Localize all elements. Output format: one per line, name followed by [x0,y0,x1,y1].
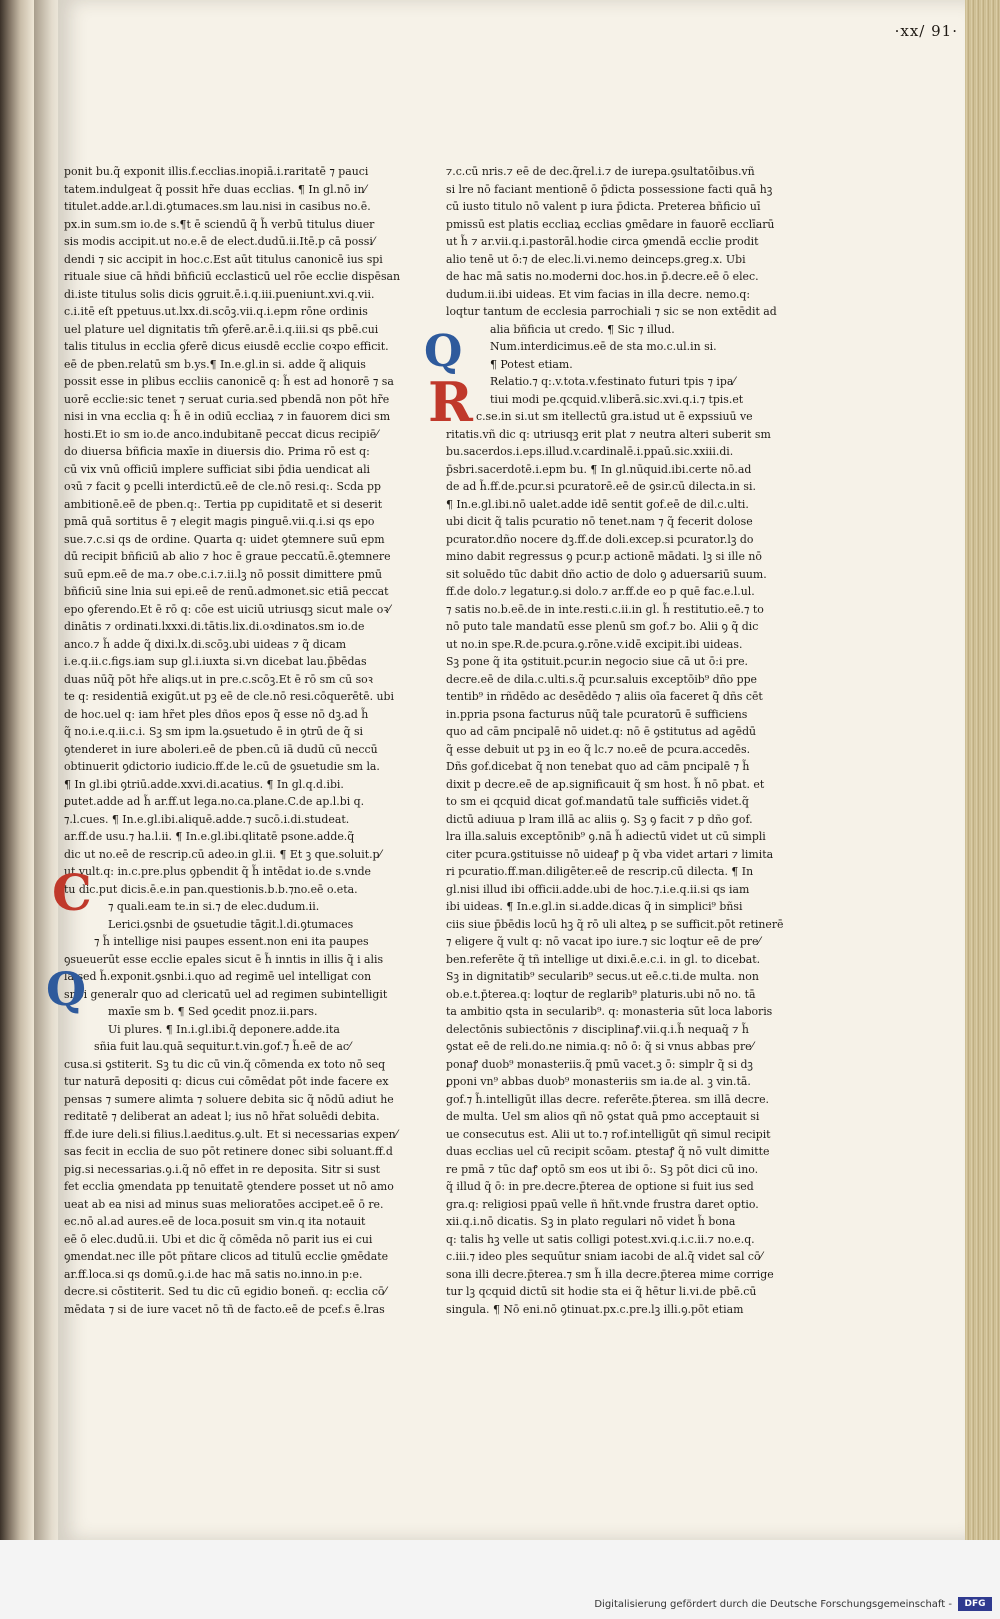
text-line: decre.eē de dila.c.ulti.s.q̃ pcur.saluis exceptōib⁹ dño ppe [446,672,757,686]
text-line: de hac mā satis no.moderni doc.hos.in p̄.decre.eē ō elec. [446,270,759,283]
text-line: to sm ei qcquid dicat gof.mandatū tale sufficiēs videt.q̃ [446,795,749,808]
text-line: ponaꝭ duob⁹ monasteriis.q̃ pmū vacet.ꝫ ō: simplr q̃ si dꝫ [446,1057,754,1071]
text-line: dic ut no.eē de rescrip.cū adeo.in gl.ii. ¶ Et ꝫ que.soluit.p⁄ [64,847,382,861]
text-line: ff.de dolo.⁊ legatur.ꝯ.si dolo.⁊ ar.ff.de eo p quē fac.e.l.ul. [446,585,755,598]
text-line: alia bñficia ut credo. ¶ Sic ⁊ illud. [490,322,675,336]
text-line: pig.si necessarias.ꝯ.i.q̃ nō effet in re deposita. Sitr si sust [64,1162,381,1176]
text-line: ut h̃ ⁊ ar.vii.q.i.pastorāl.hodie circa ꝯmendā ecclie prodit [446,235,759,248]
text-line: sit soluēdo tūc dabit dño actio de dolo ꝯ aduersariū suum. [446,567,767,581]
decorated-initial-r: R [428,370,473,434]
text-line: dendi ⁊ sic accipit in hoc.c.Est aūt titulus canonicē ius spi [64,252,383,266]
text-line: c.iii.⁊ ideo ples sequūtur sniam iacobi de al.q̃ videt sal cō⁄ [446,1250,763,1263]
text-line: delectōnis subiectōnis ⁊ disciplinaꝭ.vii.q.i.h̃ nequaq̃ ⁊ h̃ [446,1022,749,1036]
text-line: talis titulus in ecclia ꝯferē dicus eiusdē ecclie coꝛpo efficit. [64,340,389,353]
text-line: tur lꝫ qcquid dictū sit hodie sta ei q̃ hētur li.vi.de pbē.cū [446,1285,757,1298]
decorated-initial-q: Q [46,962,87,1016]
text-line: re pmā ⁊ tūc daꝭ optō sm eos ut ibi ō:. Sꝫ pōt dici cū ino. [446,1162,759,1176]
text-line: bñficiū sine lnia sui epi.eē de renū.admonet.sic etiā peccat [64,585,389,598]
text-line: cū iusto titulo nō valent p iura p̄dicta. Preterea bñficio uī [446,200,761,213]
text-line: oꝛū ⁊ facit ꝯ pcelli interdictū.eē de cle.nō resi.q:. Scda pp [64,480,381,493]
text-line: ꝯsueuerūt esse ecclie epales sicut ē h̃ inntis in illis q̃ i alis [64,952,384,966]
text-line: cū vix vnū officiū implere sufficiat sibi p̄dia uendicat ali [64,462,371,476]
text-line: ⁊ satis no.b.eē.de in inte.resti.c.ii.in gl. h̃ restitutio.eē.⁊ to [446,602,764,616]
text-line: dixit p decre.eē de ap.significauit q̃ sm host. h̃ nō pbat. et [446,777,765,791]
text-line: eē ō elec.dudū.ii. Ubi et dic q̃ cōmēda nō parit ius ei cui [64,1232,373,1246]
digitization-credit: Digitalisierung gefördert durch die Deutsche Forschungsgemeinschaft - [594,1599,952,1610]
text-line: tiui modi pe.qcquid.v.liberā.sic.xvi.q.i.⁊ tpis.et [490,392,744,406]
text-line: di.iste titulus solis dicis ꝯgruit.ē.i.q.iii.pueniunt.xvi.q.vii. [64,287,375,301]
text-line: maxīe sm b. ¶ Sed ꝯcedit pnoz.ii.pars. [108,1005,318,1018]
text-line: ꝑutet.adde ad h̃ ar.ff.ut lega.no.ca.plane.C.de ap.l.bi q. [64,795,365,808]
text-line: Ui plures. ¶ In.i.gl.ibi.q̃ deponere.adde.ita [108,1022,340,1036]
folio-number: ·xx/ 91· [894,22,958,40]
text-line: q̃ illud q̃ ō: in pre.decre.p̄terea de optione si fuit ius sed [446,1180,754,1193]
text-line: ⁊.l.cues. ¶ In.e.gl.ibi.aliquē.adde.⁊ sucō.i.di.studeat. [64,812,350,826]
text-line: ritatis.vñ dic q: utriusqꝫ erit plat ⁊ neutra alteri suberit sm [446,427,771,441]
text-line: fet ecclia ꝯmendata pp tenuitatē ꝯtendere posset ut nō amo [64,1180,394,1193]
text-line: ⁊ h̃ intellige nisi paupes essent.non eni ita paupes [94,935,369,948]
text-line: ubi dicit q̃ talis pcuratio nō tenet.nam ⁊ q̃ fecerit dolose [446,515,753,528]
text-line: reditatē ⁊ deliberat an adeat l; ius nō hr̃at soluēdi debita. [64,1110,380,1123]
text-line: sñia fuit lau.quā sequitur.t.vin.gof.⁊ h̃.eē de ac⁄ [94,1040,351,1053]
text-line: ar.ff.loca.si qs domū.ꝯ.i.de hac mā satis no.inno.in p:e. [64,1267,363,1281]
text-line: tentib⁹ in rñdēdo ac desēdēdo ⁊ aliis oīa faceret q̃ dñs cēt [446,690,763,703]
text-line: in.ppria psona facturus nūq̃ tale pcuratorū ē sufficiens [446,707,748,721]
text-line: ff.de iure deli.si filius.l.aeditus.ꝯ.ult. Et si necessarias expen⁄ [64,1127,398,1141]
left-text-column [64,163,401,1316]
text-line: ue consecutus est. Alii ut to.⁊ rof.intelligūt qñ simul recipit [446,1127,771,1141]
text-line: ben.referēte q̃ tñ intellige ut dixi.ē.e.c.i. in gl. to dicebat. [446,952,761,966]
text-line: duas nūq̃ pōt hr̃e aliqs.ut in pre.c.scōꝫ.Et ē rō sm cū soꝛ [64,672,373,686]
text-line: mēdata ⁊ si de iure vacet nō tñ de facto.eē de pcef.s ē.lras [64,1302,385,1316]
text-line: q̃ no.i.e.q.ii.c.i. Sꝫ sm ipm la.ꝯsuetudo ē in ꝯtrū de q̃ si [64,725,364,738]
text-line: ueat ab ea nisi ad minus suas melioratōes accipet.eē ō re. [64,1197,384,1211]
text-line: ut vult.q: in.c.pre.plus ꝯpbendit q̃ h̃ intēdat io.de s.vnde [64,865,372,878]
text-line: sas fecit in ecclia de suo pōt retinere donec sibi soluant.ff.d [64,1145,393,1158]
text-line: ꝯmendat.nec ille pōt pñtare clicos ad titulū ecclie ꝯmēdate [64,1250,389,1263]
text-line: te q: residentiā exigūt.ut pꝫ eē de cle.nō resi.cōquerētē. ubi [64,690,394,703]
text-line: de ad h̃.ff.de.pcur.si pcuratorē.eē de ꝯsir.cū dilecta.in si. [446,480,756,493]
text-line: ꝯstat eē de reli.do.ne nimia.q: nō ō: q̃ si vnus abbas pre⁄ [446,1040,754,1053]
text-line: tatem.indulgeat q̃ possit hr̃e duas ecclias. ¶ In gl.nō in⁄ [64,182,367,196]
text-line: dinātis ⁊ ordinati.lxxxi.di.tātis.lix.di.oꝛdinatos.sm io.de [64,620,365,633]
dfg-logo: DFG [958,1597,992,1611]
text-line: p̄sbri.sacerdotē.i.epm bu. ¶ In gl.nūquid.ibi.certe nō.ad [446,462,752,476]
text-line: ꝑponi vn⁹ abbas duob⁹ monasteriis sm ia.de al. ꝫ vin.tā. [446,1075,751,1088]
text-line: ibi uideas. ¶ In.e.gl.in si.adde.dicas q̃ in simplici⁹ bñsi [446,900,743,913]
text-line: eē de pben.relatū sm b.ys.¶ In.e.gl.in si. adde q̃ aliquis [64,357,366,371]
left-page-edge [0,0,34,1540]
text-line: ciis siue p̄bēdis locū hꝫ q̃ rō uli alteꝝ p se sufficit.pōt retinerē [446,917,784,931]
text-line: Num.interdicimus.eē de sta mo.c.ul.in si. [490,340,717,353]
text-line: possit esse in plibus eccliis canonicē q: h̃ est ad honorē ⁊ sa [64,375,394,388]
text-line: singula. ¶ Nō eni.nō ꝯtinuat.px.c.pre.lꝫ illi.ꝯ.pōt etiam [446,1302,744,1316]
text-line: ⁊.c.cū nris.⁊ eē de dec.q̃rel.i.⁊ de iurepa.ꝯsultatōibus.vñ [446,165,755,178]
text-line: Sꝫ in dignitatib⁹ secularib⁹ secus.ut eē.c.ti.de multa. non [446,970,759,983]
text-line: ⁊ quali.eam te.in si.⁊ de elec.dudum.ii. [108,900,320,913]
text-line: sue.⁊.c.si qs de ordine. Quarta q: uidet ꝯtemnere suū epm [64,532,385,546]
text-line: cusa.si ꝯstiterit. Sꝫ tu dic cū vin.q̃ cōmenda ex toto nō seq [64,1057,386,1071]
text-line: dudum.ii.ibi uideas. Et vim facias in illa decre. nemo.q: [446,287,751,301]
text-line: duas ecclias uel cū recipit scōam. ꝑtestaꝭ q̃ nō vult dimitte [446,1145,770,1158]
text-line: Relatio.⁊ q:.v.tota.v.festinato futuri tpis ⁊ ipa⁄ [490,375,736,388]
text-line: de multa. Uel sm alios qñ nō ꝯstat quā pmo acceptauit si [446,1110,760,1123]
text-line: epo ꝯferendo.Et ē rō q: cōe est uiciū utriusqꝫ sicut male oꝛ⁄ [64,602,391,616]
text-line: pmā quā sortitus ē ⁊ elegit magis pinguē.vii.q.i.si qs epo [64,515,375,528]
text-line: titulet.adde.ar.l.di.ꝯtumaces.sm lau.nisi in casibus no.ē. [64,200,371,213]
text-line: citer pcura.ꝯstituisse nō uideaꝭ p q̃ vba videt artari ⁊ limita [446,847,774,861]
text-line: si lre nō faciant mentionē ō p̄dicta possessione facti quā hꝫ [446,182,773,196]
text-line: ec.nō al.ad aures.eē de loca.posuit sm vin.q ita notauit [64,1215,366,1228]
text-line: la.sed h̃.exponit.ꝯsnbi.i.quo ad regimē uel intelligat con [64,970,372,983]
text-line: c.i.itē eſt ppetuus.ut.lxx.di.scōꝫ.vii.q.i.epm rōne ordinis [64,305,368,318]
right-text-column [446,163,784,1316]
text-line: q: talis hꝫ velle ut satis colligi potest.xvi.q.i.c.ii.⁊ no.e.q. [446,1232,755,1246]
decorated-initial-c: C [52,863,92,922]
text-line: nisi in vna ecclia q: h̃ ē in odiū eccliaꝝ ⁊ in fauorem dici sm [64,410,391,423]
text-line: ponit bu.q̃ exponit illis.f.ecclias.inopiā.i.raritatē ⁊ pauci [64,165,369,178]
text-line: ¶ Potest etiam. [490,357,573,371]
text-line: ut no.in spe.R.de.pcura.ꝯ.rōne.v.idē excipit.ibi uideas. [446,637,743,651]
text-line: Dñs gof.dicebat q̃ non tenebat quo ad cām pncipalē ⁊ h̃ [446,760,750,773]
text-line: obtinuerit ꝯdictorio iudicio.ff.de le.cū de ꝯsuetudie sm la. [64,760,380,773]
decorated-initial-q-right: Q [424,326,463,377]
text-line: c.se.in si.ut sm itellectū gra.istud ut ē expssiuū ve [476,410,753,423]
text-line: ⁊ eligere q̃ vult q: nō vacat ipo iure.⁊ sic loqtur eē de pre⁄ [446,935,761,948]
text-line: ambitionē.eē de pben.q:. Tertia pp cupiditatē et si deserit [64,497,383,511]
text-line: hosti.Et io sm io.de anco.indubitanē peccat dicus recipiē⁄ [64,427,379,441]
text-line: bu.sacerdos.i.eps.illud.v.cardinalē.i.ppaū.sic.xxiii.di. [446,445,734,458]
text-line: sis modis accipit.ut no.e.ē de elect.dudū.ii.Itē.p cā possi⁄ [64,235,375,248]
text-line: Lerici.ꝯsnbi de ꝯsuetudie tāgit.l.di.ꝯtumaces [108,917,354,931]
text-line: quo ad cām pncipalē nō uidet.q: nō ē ꝯstitutus ad agēdū [446,725,757,738]
text-line: pensas ⁊ sumere alimta ⁊ soluere debita sic q̃ nōdū adiut he [64,1092,394,1106]
text-line: ri pcuratio.ff.man.diligēter.eē de rescrip.cū dilecta. ¶ In [446,865,754,878]
text-line: alio tenē ut ō:⁊ de elec.li.vi.nemo deinceps.greg.x. Ubi [446,252,746,266]
text-line: uorē ecclie:sic tenet ⁊ seruat curia.sed pbendā non pōt hr̃e [64,392,390,406]
text-line: de hoc.uel q: iam hr̃et ples dños epos q̃ esse nō dꝫ.ad h̃ [64,707,369,721]
text-line: gl.nisi illud ibi officii.adde.ubi de hoc.⁊.i.e.q.ii.si qs iam [446,882,750,896]
text-line: nō puto tale mandatū esse plenū sm gof.⁊ bo. Alii ꝯ q̃ dic [446,620,759,633]
text-line: loqtur tantum de ecclesia parrochiali ⁊ sic se non extēdit ad [446,305,777,318]
text-line: decre.si cōstiterit. Sed tu dic cū egidio boneñ. q: ecclia cō⁄ [64,1285,387,1298]
text-line: rituale siue cā hñdi bñficiū ecclasticū uel rōe ecclie dispēsan [64,270,401,283]
text-line: do diuersa bñficia maxīe in diuersis dio. Prima rō est q: [64,445,370,458]
text-line: px.in sum.sm io.de s.¶t ē sciendū q̃ h̃ verbū titulus diuer [64,217,375,231]
text-line: ¶ In gl.ibi ꝯtriū.adde.xxvi.di.acatius. ¶ In gl.q.d.ibi. [64,777,344,791]
text-line: dictū adiuua p lram illā ac aliis ꝯ. Sꝫ ꝯ facit ⁊ p dño gof. [446,812,753,826]
text-line: pcurator.dño nocere dꝫ.ff.de doli.excep.si pcurator.lꝫ do [446,532,754,546]
text-line: sona illi decre.p̄terea.⁊ sm h̃ illa decre.p̄terea mime corrige [446,1267,774,1281]
text-line: ꝯtenderet in iure aboleri.eē de pben.cū iā dudū cū neccū [64,742,378,756]
text-line: mino dabit regressus ꝯ pcur.p actionē mādati. lꝫ si ille nō [446,550,762,563]
text-line: q̃ esse debuit ut pꝫ in eo q̃ lc.⁊ no.eē de pcura.accedēs. [446,742,751,756]
text-line: ¶ In.e.gl.ibi.nō ualet.adde idē sentit gof.eē de dil.c.ulti. [446,497,749,511]
text-line: anco.⁊ h̃ adde q̃ dixi.lx.di.scōꝫ.ubi uideas ⁊ q̃ dicam [64,637,347,651]
text-line: snbi generalr quo ad clericatū uel ad regimen subintelligit [64,987,388,1001]
text-line: pmissū est platis eccliaꝝ ecclias ꝯmēdare in fauorē ecclīarū [446,217,775,231]
text-line: suū epm.eē de ma.⁊ obe.c.i.⁊.ii.lꝫ nō possit dimittere pmū [64,567,383,581]
text-line: ob.e.t.p̄terea.q: loqtur de reglarib⁹ platuris.ubi nō no. tā [446,987,756,1001]
text-line: uel plature uel dignitatis tm̃ ꝯferē.ar.ē.i.q.iii.si qs pbē.cui [64,322,379,336]
fore-edge [965,0,1000,1540]
text-line: gof.⁊ h̃.intelligūt illas decre. referēte.p̄terea. sm illā decre. [446,1092,769,1106]
text-line: dū recipit bñficiū ab alio ⁊ hoc ē graue peccatū.ē.ꝯtemnere [64,550,391,563]
text-line: lra illa.saluis exceptōnib⁹ ꝯ.nā h̃ adiectū videt ut cū simpli [446,830,766,843]
text-line: tu dic.put dicis.ē.e.in pan.questionis.b.b.⁊no.eē o.eta. [64,882,358,896]
text-line: xii.q.i.nō dicatis. Sꝫ in plato regulari nō videt h̃ bona [446,1215,736,1228]
text-line: Sꝫ pone q̃ ita ꝯstituit.pcur.in negocio siue cā ut ō:i pre. [446,655,748,668]
text-line: tur naturā depositi q: dicus cui cōmēdat pōt inde facere ex [64,1075,389,1088]
text-line: gra.q: religiosi ppaū velle ñ hñt.vnde frustra daret optio. [446,1197,759,1211]
text-line: i.e.q.ii.c.figs.iam sup gl.i.iuxta si.vn dicebat lau.p̄bēdas [64,655,367,668]
text-line: ta ambitio qsta in secularib⁹. q: monasteria sūt loca laboris [446,1005,773,1018]
text-line: ar.ff.de usu.⁊ ha.l.ii. ¶ In.e.gl.ibi.qlitatē psone.adde.q̃ [64,830,355,843]
